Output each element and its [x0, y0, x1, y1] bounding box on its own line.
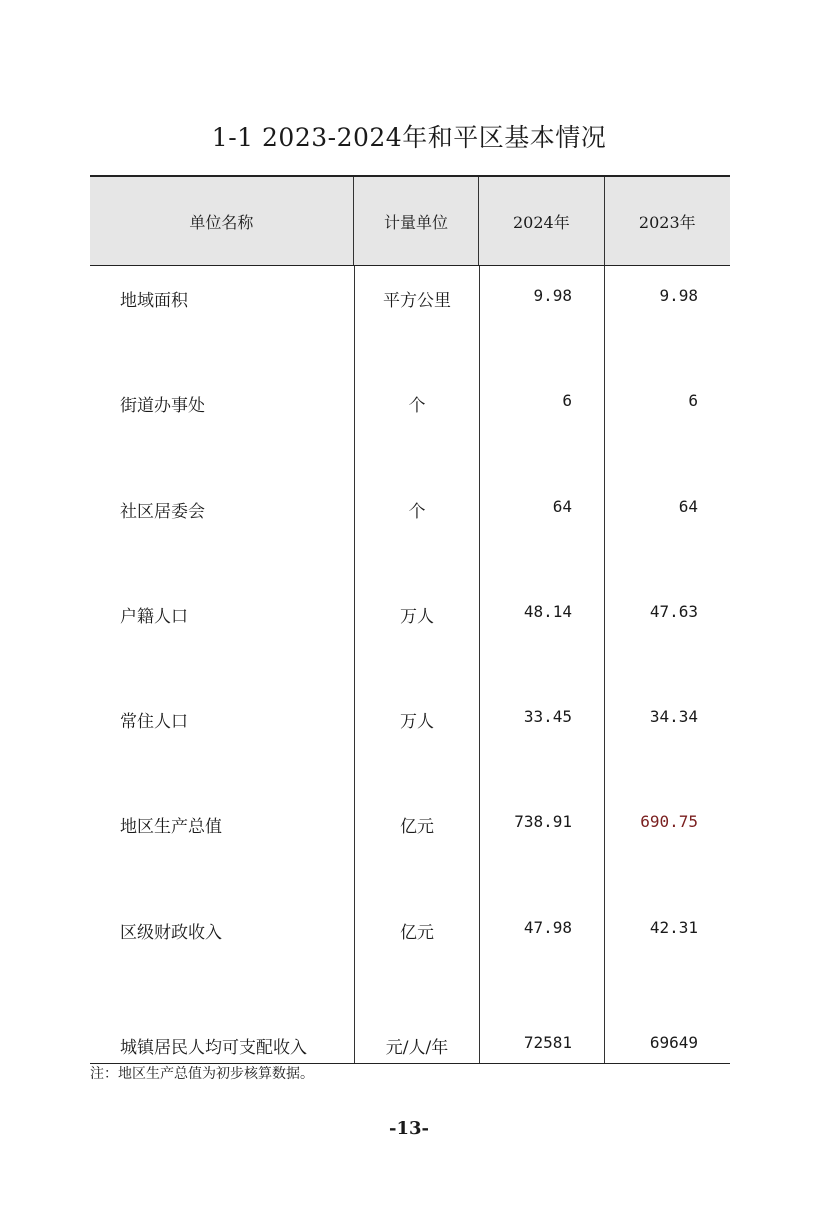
row-value-2023: 47.63	[604, 582, 730, 687]
row-unit: 亿元	[354, 792, 479, 897]
table-footnote: 注：地区生产总值为初步核算数据。	[90, 1066, 314, 1082]
row-value-2023: 42.31	[604, 898, 730, 1003]
row-value-2023: 34.34	[604, 687, 730, 792]
table-row	[90, 582, 730, 687]
row-value-2024: 47.98	[479, 898, 604, 1003]
row-value-2024: 6	[479, 371, 604, 476]
table-row	[90, 266, 730, 371]
row-value-2023: 69649	[604, 1003, 730, 1063]
row-unit: 平方公里	[354, 266, 479, 371]
table-header-row	[90, 175, 730, 266]
header-2024: 2024年	[478, 177, 603, 265]
table-row	[90, 687, 730, 792]
row-name: 地域面积	[120, 291, 188, 311]
row-name: 城镇居民人均可支配收入	[120, 1038, 307, 1059]
table-row	[90, 477, 730, 582]
row-value-2024: 9.98	[479, 266, 604, 371]
row-unit: 万人	[354, 582, 479, 687]
row-value-2024: 48.14	[479, 582, 604, 687]
page-number: -13-	[389, 1118, 429, 1139]
row-unit: 元/人/年	[354, 1003, 479, 1063]
table-row	[90, 1003, 730, 1063]
row-value-2024: 738.91	[479, 792, 604, 897]
row-unit: 个	[354, 371, 479, 476]
row-unit: 万人	[354, 687, 479, 792]
row-name: 常住人口	[120, 712, 188, 733]
row-unit: 个	[354, 477, 479, 582]
header-measure-unit: 计量单位	[353, 177, 478, 265]
row-value-2023: 9.98	[604, 266, 730, 371]
row-name: 街道办事处	[120, 396, 205, 417]
table-row	[90, 792, 730, 897]
table-body	[90, 266, 730, 1064]
row-name: 户籍人口	[120, 606, 188, 627]
row-unit: 亿元	[354, 898, 479, 1003]
row-value-2024: 64	[479, 477, 604, 582]
row-name: 地区生产总值	[120, 817, 222, 838]
data-table	[90, 175, 730, 1064]
row-value-2023: 64	[604, 477, 730, 582]
header-2023: 2023年	[604, 177, 730, 265]
header-unit-name: 单位名称	[189, 212, 254, 232]
table-row	[90, 371, 730, 476]
row-value-2023: 6	[604, 371, 730, 476]
row-name: 社区居委会	[120, 501, 205, 522]
row-value-2023: 690.75	[604, 792, 730, 897]
row-value-2024: 33.45	[479, 687, 604, 792]
page-title: 1-1 2023-2024年和平区基本情况	[211, 123, 607, 152]
table-row	[90, 898, 730, 1003]
row-name: 区级财政收入	[120, 922, 222, 943]
row-value-2024: 72581	[479, 1003, 604, 1063]
